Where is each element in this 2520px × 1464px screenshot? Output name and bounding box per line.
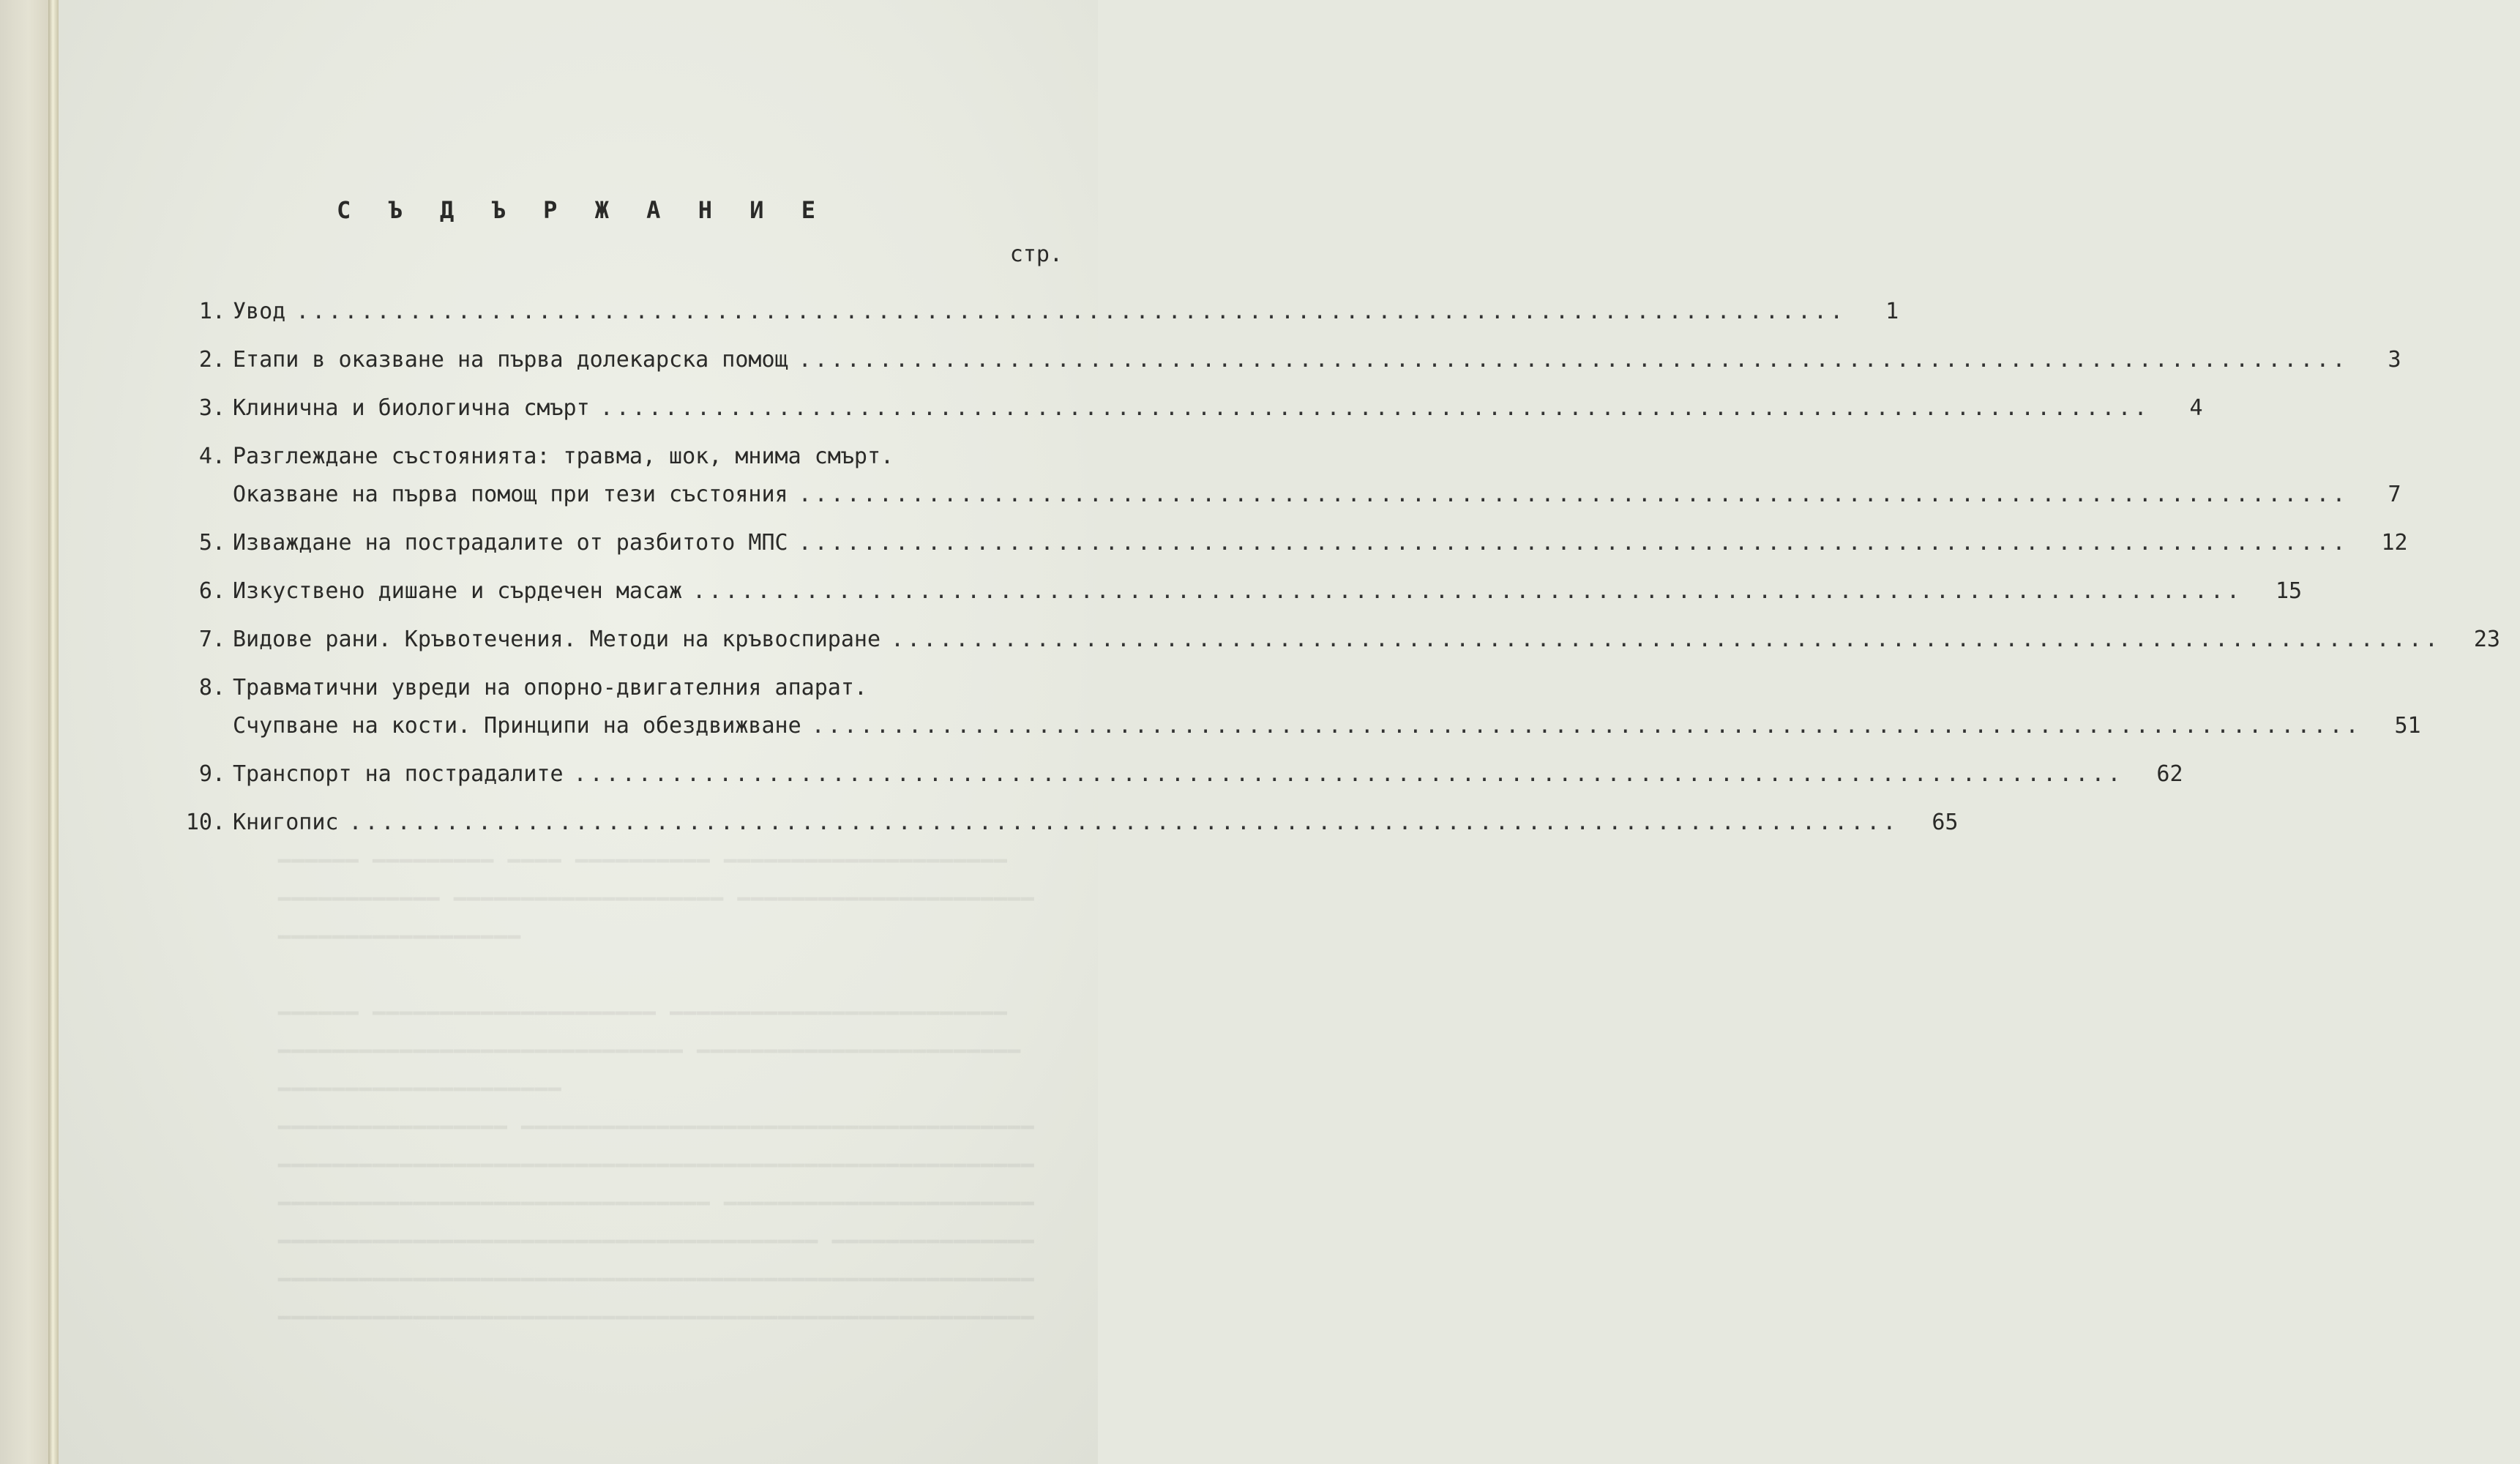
toc-entry[interactable] [176,389,2203,427]
toc-entry-title: Изваждане на пострадалите от разбитото МПС [233,530,788,556]
toc-entry-line [176,669,1039,707]
dot-leader: ................................................................................................ [348,810,1899,835]
toc-entry[interactable] [176,755,2183,793]
toc-entry-number: 5. [198,530,225,556]
toc-entry-number: 10. [185,810,225,835]
toc-entry-title: Разглеждане състоянията: травма, шок, мнима смърт. [233,444,894,469]
dot-leader: ................................................................................................ [798,482,2349,507]
toc-entry-line [176,524,2408,562]
toc-entry[interactable] [176,572,2303,610]
toc-entry-number: 6. [198,578,225,604]
toc-entry-line [176,476,2401,514]
toc-entry-title: Етапи в оказване на първа долекарска помощ [233,347,788,373]
toc-entry-page-number: 23 [2473,627,2500,652]
dot-leader: ................................................................................................ [692,578,2243,604]
toc-entry-number: 4. [198,444,225,469]
toc-entry-title: Изкуствено дишане и сърдечен масаж [233,578,683,604]
toc-entry[interactable] [176,621,2500,659]
dot-leader: ................................................................................................ [891,627,2441,652]
toc-entry-line [176,572,2303,610]
dot-leader: ................................................................................................ [573,761,2124,787]
toc-entry[interactable] [176,524,2408,562]
toc-entry-page-number: 4 [2189,395,2203,421]
toc-entry-title: Оказване на първа помощ при тези състояния [233,482,788,507]
toc-entry-page-number: 15 [2275,578,2303,604]
toc-entry-line [176,707,2421,745]
toc-entry-number: 9. [198,761,225,787]
toc-entry-title: Видове рани. Кръвотечения. Методи на кръвоспиране [233,627,881,652]
toc-entry-page-number: 7 [2388,482,2401,507]
toc-entry-number: 3. [198,395,225,421]
toc-entry-page-number: 65 [1932,810,1959,835]
toc-entry[interactable] [176,293,1899,331]
toc-entry-number: 1. [198,299,225,324]
toc-entry-line [176,804,1959,842]
contents-title: С Ъ Д Ъ Р Ж А Н И Е [336,196,828,224]
toc-entry-page-number: 51 [2394,713,2421,739]
toc-entry-page-number: 62 [2156,761,2183,787]
toc-entry-title: Транспорт на пострадалите [233,761,564,787]
dot-leader: ................................................................................................ [798,530,2349,556]
toc-entry-number: 8. [198,675,225,701]
toc-entry[interactable] [176,438,2401,514]
dot-leader: ................................................................................................ [798,347,2349,373]
toc-entry-line [176,755,2183,793]
toc-entry-title: Клинична и биологична смърт [233,395,590,421]
toc-entry-line [176,293,1899,331]
dot-leader: ................................................................................................ [811,713,2362,739]
toc-entry-page-number: 12 [2381,530,2408,556]
table-of-contents [176,293,2500,852]
toc-entry[interactable] [176,341,2401,379]
toc-entry-line [176,438,1039,476]
toc-entry-title: Книгопис [233,810,339,835]
toc-entry-line [176,621,2500,659]
toc-entry-title: Увод [233,299,286,324]
toc-entry-line [176,389,2203,427]
dot-leader: ................................................................................................ [599,395,2150,421]
toc-entry-title: Травматични увреди на опорно-двигателния апарат. [233,675,867,701]
bleed-through-text: ━━━━━━ ━━━━━━━━━ ━━━━ ━━━━━━━━━━ ━━━━━━━━━━━━━━━━━━━━━ ━━━━━━━━━━━━ ━━━━━━━━━━━━━━━━━━━━ ━━━━━━━━━━━━━━━━━━━━━━ ━━━━━━━━━━━━━━━━━━ ━━━━━━ ━━━━━━━━━━━━━━━━━━━━━ ━━━━━━━━━━━━━━━━━━━━━━━━━ ━━━━━━━━━━━━━━━━━━━━━━━━━━━━━━ ━━━━━━━━━━━━━━━━━━━━━━━━ ━━━━━━━━━━━━━━━━━━━━━ ━━━━━━━━━━━━━━━━━ ━━━━━━━━━━━━━━━━━━━━━━━━━━━━━━━━━━━━━━ ━━━━━━━━━━━━━━━━━━━━━━━━━━━━━━━━━━━━━━━━━━━━━━━━━━━━━━━━ ━━━━━━━━━━━━━━━━━━━━━━━━━━━━━━━━ ━━━━━━━━━━━━━━━━━━━━━━━ ━━━━━━━━━━━━━━━━━━━━━━━━━━━━━━━━━━━━━━━━ ━━━━━━━━━━━━━━━ ━━━━━━━━━━━━━━━━━━━━━━━━━━━━━━━━━━━━━━━━━━━━━━━━━━━━━━━━ ━━━━━━━━━━━━━━━━━━━━━━━━━━━━━━━━━━━━━━━━━━━━━━━━━━━━━━━━ [278,848,1035,1330]
toc-entry[interactable] [176,669,2421,745]
toc-entry-title: Счупване на кости. Принципи на обездвижване [233,713,801,739]
toc-entry-number: 7. [198,627,225,652]
toc-entry-line [176,341,2401,379]
toc-entry-page-number: 3 [2388,347,2401,373]
page-column-label: стр. [1009,242,1063,267]
toc-entry-page-number: 1 [1885,299,1899,324]
toc-entry[interactable] [176,804,1959,842]
toc-entry-number: 2. [198,347,225,373]
dot-leader: ................................................................................................ [296,299,1847,324]
